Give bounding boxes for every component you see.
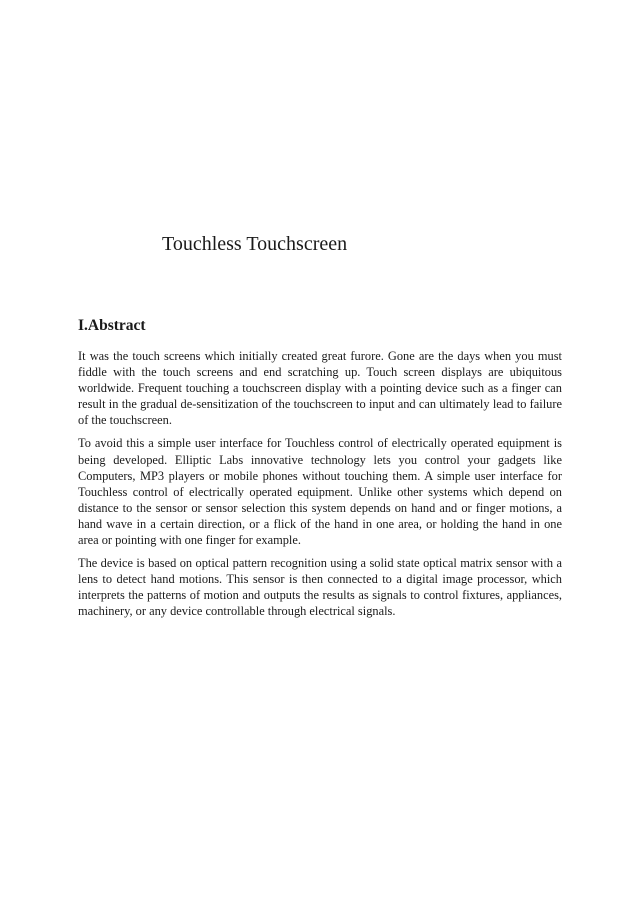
abstract-paragraph-1: It was the touch screens which initially created great furore. Gone are the days when you must fiddle with the touch screens and end scratching up. Touch screen displays are ubiquitous worldwide. Frequent touching a touchscreen display with a pointing device such as a finger can result in the gradual de-sensitization of the touchscreen to input and can ultimately lead to failure of the touchscreen. — [78, 349, 562, 428]
section-heading-abstract: I.Abstract — [78, 317, 146, 334]
abstract-paragraph-3: The device is based on optical pattern recognition using a solid state optical matrix sensor with a lens to detect hand motions. This sensor is then connected to a digital image processor, which interprets the patterns of motion and outputs the results as signals to control fixtures, appliances, machinery, or any device controllable through electrical signals. — [78, 556, 562, 619]
document-title: Touchless Touchscreen — [162, 233, 348, 255]
abstract-paragraph-2: To avoid this a simple user interface for Touchless control of electrically operated equipment is being developed. Elliptic Labs innovative technology lets you control your gadgets like Computers, MP3 players or mobile phones without touching them. A simple user interface for Touchless control of electrically operated equipment. Unlike other systems which depend on distance to the sensor or sensor selection this system depends on hand and or finger motions, a hand wave in a certain direction, or a flick of the hand in one area, or holding the hand in one area or pointing with one finger for example. — [78, 436, 562, 548]
abstract-body — [78, 348, 562, 627]
